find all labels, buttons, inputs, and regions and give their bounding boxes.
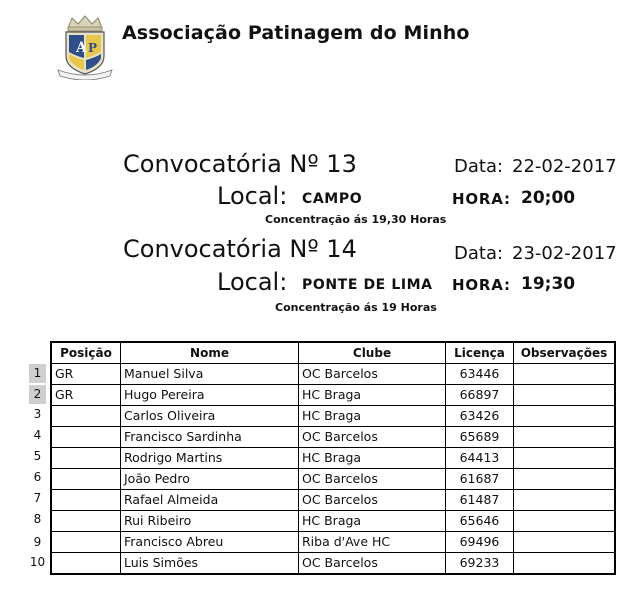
convocatoria-14-title: Convocatória Nº 14 [123, 235, 357, 263]
cell-nome: Rui Ribeiro [121, 511, 299, 532]
convocatoria-13-date-label: Data: [454, 156, 504, 177]
cell-observacoes [514, 532, 616, 553]
convocatoria-14-concentracao: Concentração ás 19 Horas [275, 301, 437, 314]
convocatoria-14-local-label: Local: [217, 268, 288, 296]
table-row [51, 490, 615, 511]
cell-clube: OC Barcelos [299, 469, 446, 490]
cell-observacoes [514, 511, 616, 532]
cell-observacoes [514, 385, 616, 406]
cell-observacoes [514, 469, 616, 490]
cell-nome: Francisco Abreu [121, 532, 299, 553]
organization-name: Associação Patinagem do Minho [122, 22, 470, 44]
cell-clube: OC Barcelos [299, 364, 446, 385]
convocatoria-14-local: PONTE DE LIMA [302, 277, 433, 293]
cell-licenca: 69496 [446, 532, 514, 553]
cell-licenca: 69233 [446, 553, 514, 575]
cell-clube: OC Barcelos [299, 427, 446, 448]
header-observacoes: Observações [514, 342, 616, 364]
cell-posicao [51, 469, 121, 490]
cell-licenca: 61687 [446, 469, 514, 490]
convocatoria-14-hora-label: HORA: [452, 276, 511, 294]
cell-licenca: 63426 [446, 406, 514, 427]
row-number: 6 [33, 470, 42, 484]
cell-nome: Francisco Sardinha [121, 427, 299, 448]
cell-posicao [51, 406, 121, 427]
cell-observacoes [514, 448, 616, 469]
cell-licenca: 61487 [446, 490, 514, 511]
table-row [51, 532, 615, 553]
header-licenca: Licença [446, 342, 514, 364]
svg-text:A: A [76, 40, 87, 56]
row-number: 7 [33, 491, 42, 505]
row-number: 5 [33, 449, 42, 463]
cell-posicao [51, 448, 121, 469]
cell-nome: João Pedro [121, 469, 299, 490]
cell-licenca: 65646 [446, 511, 514, 532]
convocatoria-14-date: 23-02-2017 [512, 243, 617, 264]
cell-clube: OC Barcelos [299, 553, 446, 575]
cell-nome: Carlos Oliveira [121, 406, 299, 427]
cell-observacoes [514, 553, 616, 575]
table-row [51, 511, 615, 532]
row-number: 9 [33, 535, 42, 549]
cell-observacoes [514, 490, 616, 511]
header-clube: Clube [299, 342, 446, 364]
convocatoria-13-hora: 20;00 [521, 188, 576, 208]
table-row [51, 469, 615, 490]
cell-clube: Riba d'Ave HC [299, 532, 446, 553]
cell-licenca: 64413 [446, 448, 514, 469]
association-logo [54, 14, 116, 80]
header-posicao: Posição [51, 342, 121, 364]
convocatoria-13-hora-label: HORA: [452, 190, 511, 208]
convocatoria-13-title: Convocatória Nº 13 [123, 150, 357, 178]
convocatoria-13-local-label: Local: [217, 182, 288, 210]
row-number: 3 [33, 407, 42, 421]
row-number: 2 [29, 385, 46, 404]
table-row [51, 553, 615, 575]
table-row [51, 385, 615, 406]
svg-text:P: P [88, 41, 98, 55]
row-number: 10 [29, 555, 46, 569]
cell-nome: Manuel Silva [121, 364, 299, 385]
cell-observacoes [514, 364, 616, 385]
cell-posicao [51, 427, 121, 448]
cell-nome: Luis Simões [121, 553, 299, 575]
cell-posicao [51, 511, 121, 532]
cell-nome: Hugo Pereira [121, 385, 299, 406]
cell-licenca: 65689 [446, 427, 514, 448]
convocatoria-13-local: CAMPO [302, 191, 363, 207]
table-header-row [51, 342, 615, 364]
convocatoria-14-hora: 19;30 [521, 274, 576, 294]
cell-posicao: GR [51, 364, 121, 385]
table-row [51, 427, 615, 448]
cell-nome: Rodrigo Martins [121, 448, 299, 469]
cell-clube: HC Braga [299, 385, 446, 406]
roster-table [50, 341, 616, 575]
convocatoria-13-concentracao: Concentração ás 19,30 Horas [265, 213, 447, 226]
cell-clube: OC Barcelos [299, 490, 446, 511]
cell-nome: Rafael Almeida [121, 490, 299, 511]
row-number: 4 [33, 428, 42, 442]
cell-observacoes [514, 427, 616, 448]
table-row [51, 364, 615, 385]
cell-posicao: GR [51, 385, 121, 406]
cell-licenca: 63446 [446, 364, 514, 385]
cell-licenca: 66897 [446, 385, 514, 406]
cell-clube: HC Braga [299, 406, 446, 427]
table-row [51, 448, 615, 469]
table-row [51, 406, 615, 427]
cell-observacoes [514, 406, 616, 427]
convocatoria-13-date: 22-02-2017 [512, 156, 617, 177]
cell-clube: HC Braga [299, 511, 446, 532]
cell-posicao [51, 553, 121, 575]
header-nome: Nome [121, 342, 299, 364]
cell-clube: HC Braga [299, 448, 446, 469]
row-number: 1 [29, 364, 46, 383]
cell-posicao [51, 490, 121, 511]
cell-posicao [51, 532, 121, 553]
row-number: 8 [33, 512, 42, 526]
convocatoria-14-date-label: Data: [454, 243, 504, 264]
